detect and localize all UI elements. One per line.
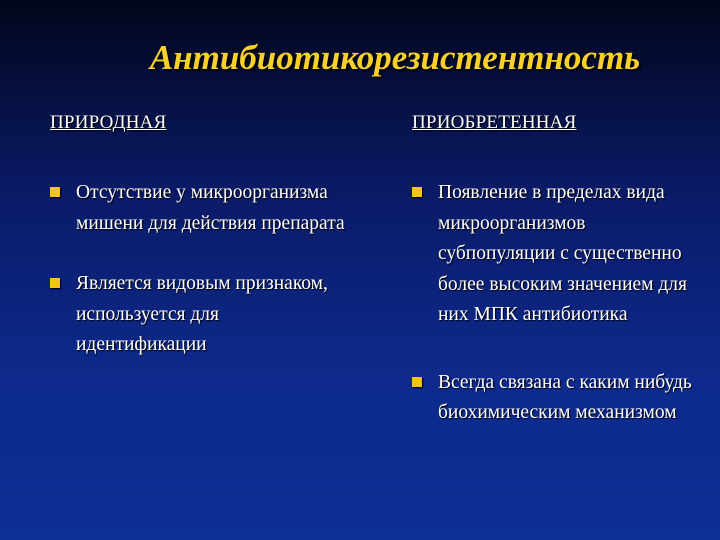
list-item: [50, 269, 350, 361]
left-bullet-list: [50, 178, 350, 361]
list-item: [412, 178, 702, 331]
square-bullet-icon: [412, 377, 422, 387]
list-item-text: Отсутствие у микроорганизма мишени для действия препарата: [76, 182, 345, 234]
list-item-text: Является видовым признаком, используется для идентификации: [76, 273, 328, 355]
square-bullet-icon: [50, 278, 60, 288]
left-column-heading: ПРИРОДНАЯ: [50, 112, 167, 133]
right-column-heading: ПРИОБРЕТЕННАЯ: [412, 112, 577, 133]
list-item-text: Всегда связана с каким нибудь биохимическим механизмом: [438, 371, 692, 423]
slide-title: Антибиотикорезистентность: [149, 38, 641, 77]
list-item: [412, 368, 702, 429]
right-bullet-list: [412, 178, 702, 429]
left-column: [50, 112, 350, 391]
square-bullet-icon: [50, 187, 60, 197]
square-bullet-icon: [412, 187, 422, 197]
right-column: [412, 112, 702, 466]
list-item-text: Появление в пределах вида микроорганизмов субпопуляции с существенно более высоким значением для них МПК антибиотика: [438, 182, 688, 325]
list-item: [50, 178, 350, 239]
